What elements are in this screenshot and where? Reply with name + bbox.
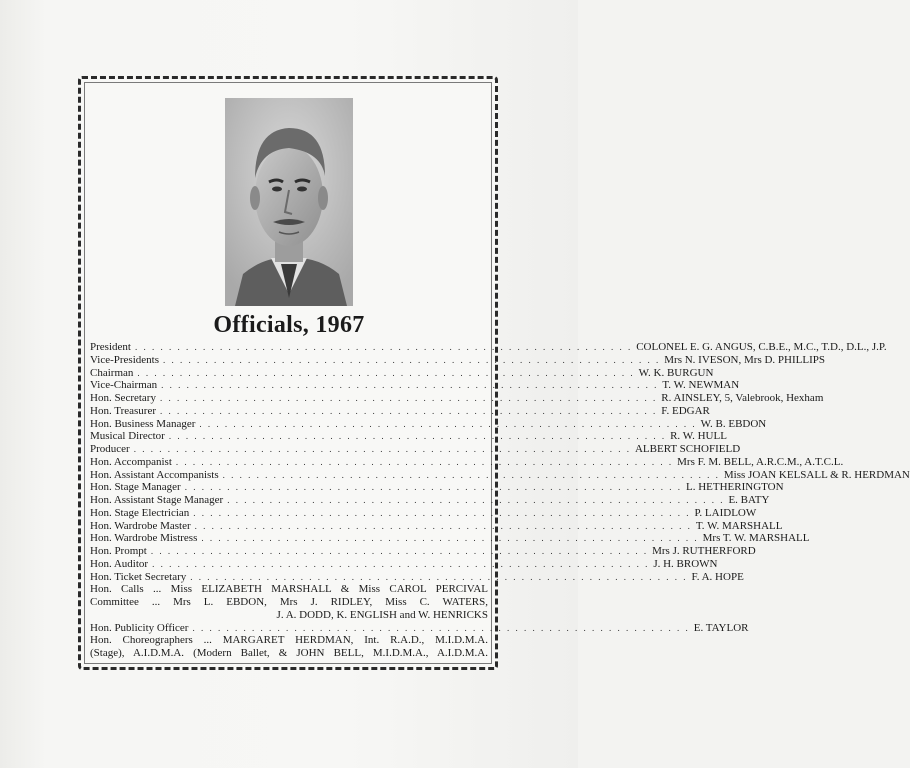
leader-dots: . . . . . . . . . . . . . . . . . . . . . . . . . . . . . . . . . . . . . . . . . . . . . . . . . . . . . . . . . . .	[161, 380, 659, 391]
official-role: Hon. Publicity Officer	[90, 621, 189, 634]
leader-dots: . . . . . . . . . . . . . . . . . . . . . . . . . . . . . . . . . . . . . . . . . . . . . . . . . . . . . . . . . . .	[159, 393, 658, 403]
leader-dots: . . . . . . . . . . . . . . . . . . . . . . . . . . . . . . . . . . . . . . . . . . . . . . . . . . . . . . . . . . .	[168, 431, 667, 442]
official-row	[90, 455, 844, 469]
leader-dots: . . . . . . . . . . . . . . . . . . . . . . . . . . . . . . . . . . . . . . . . . . . . . . . . . . . . . . . . . . .	[134, 342, 633, 352]
official-row	[90, 506, 757, 520]
official-name: E. TAYLOR	[693, 621, 749, 634]
official-role: Hon. Stage Electrician	[90, 506, 190, 519]
official-row	[90, 468, 910, 482]
committee-line: Committee ... Mrs L. EBDON, Mrs J. RIDLEY, Miss C. WATERS,	[90, 596, 488, 608]
leader-dots: . . . . . . . . . . . . . . . . . . . . . . . . . . . . . . . . . . . . . . . . . . . . . . . . . . . . . . . . . . .	[222, 469, 720, 480]
official-name: R. W. HULL	[670, 430, 727, 443]
official-row	[90, 481, 784, 494]
official-role: Hon. Assistant Stage Manager	[90, 494, 224, 506]
official-name: J. H. BROWN	[653, 557, 718, 570]
official-role: Hon. Prompt	[90, 545, 147, 557]
leader-dots: . . . . . . . . . . . . . . . . . . . . . . . . . . . . . . . . . . . . . . . . . . . . . . . . . . . . . . . . . . .	[201, 533, 699, 544]
official-name: F. EDGAR	[661, 404, 710, 417]
official-role: Hon. Wardrobe Mistress	[90, 532, 198, 545]
official-role: Hon. Business Manager	[90, 417, 196, 430]
official-row	[90, 379, 740, 392]
official-row	[90, 404, 710, 418]
official-role: Vice-Presidents	[90, 353, 159, 366]
portrait-photo	[225, 98, 353, 306]
official-role: Hon. Auditor	[90, 557, 149, 570]
choreographers-line-continued: (Stage), A.I.D.M.A. (Modern Ballet, & JOHN BELL, M.I.D.M.A., A.I.D.M.A.	[90, 647, 488, 659]
official-role: Hon. Secretary	[90, 392, 156, 404]
official-row	[90, 545, 756, 558]
committee-line-continued: J. A. DODD, K. ENGLISH and W. HENRICKS	[276, 608, 488, 621]
official-name: COLONEL E. G. ANGUS, C.B.E., M.C., T.D., D.L., J.P.	[636, 341, 887, 353]
official-name: Mrs T. W. MARSHALL	[702, 532, 810, 545]
official-row	[90, 621, 749, 635]
official-row	[90, 392, 824, 405]
official-role: Hon. Ticket Secretary	[90, 570, 187, 583]
official-name: E. BATY	[728, 494, 770, 506]
official-row	[90, 494, 770, 507]
leader-dots: . . . . . . . . . . . . . . . . . . . . . . . . . . . . . . . . . . . . . . . . . . . . . . . . . . . . . . . . . . .	[137, 367, 635, 378]
leader-dots: . . . . . . . . . . . . . . . . . . . . . . . . . . . . . . . . . . . . . . . . . . . . . . . . . . . . . . . . . . .	[193, 507, 691, 518]
leader-dots: . . . . . . . . . . . . . . . . . . . . . . . . . . . . . . . . . . . . . . . . . . . . . . . . . . . . . . . . . . .	[192, 622, 690, 633]
officials-list	[90, 341, 910, 660]
official-name: Miss JOAN KELSALL & R. HERDMAN	[723, 468, 910, 481]
official-row	[90, 417, 767, 431]
leader-dots: . . . . . . . . . . . . . . . . . . . . . . . . . . . . . . . . . . . . . . . . . . . . . . . . . . . . . . . . . . .	[194, 520, 692, 531]
official-name: F. A. HOPE	[691, 570, 744, 583]
official-row	[90, 341, 887, 354]
leader-dots: . . . . . . . . . . . . . . . . . . . . . . . . . . . . . . . . . . . . . . . . . . . . . . . . . . . . . . . . . . .	[190, 571, 688, 582]
official-name: Mrs J. RUTHERFORD	[652, 545, 756, 557]
official-name: T. W. MARSHALL	[695, 519, 783, 532]
official-row	[90, 570, 744, 584]
leader-dots: . . . . . . . . . . . . . . . . . . . . . . . . . . . . . . . . . . . . . . . . . . . . . . . . . . . . . . . . . . .	[163, 354, 661, 365]
official-row	[90, 519, 783, 533]
official-role: Chairman	[90, 366, 134, 379]
official-name: R. AINSLEY, 5, Valebrook, Hexham	[661, 392, 824, 404]
official-row	[90, 366, 714, 380]
official-name: P. LAIDLOW	[694, 506, 757, 519]
official-role: Hon. Assistant Accompanists	[90, 468, 219, 481]
official-name: Mrs N. IVESON, Mrs D. PHILLIPS	[664, 353, 825, 366]
leader-dots: . . . . . . . . . . . . . . . . . . . . . . . . . . . . . . . . . . . . . . . . . . . . . . . . . . . . . . . . . . .	[150, 546, 649, 556]
official-role: Vice-Chairman	[90, 379, 158, 392]
calls-line: Hon. Calls ... Miss ELIZABETH MARSHALL & Miss CAROL PERCIVAL	[90, 583, 488, 596]
official-row	[90, 353, 825, 367]
leader-dots: . . . . . . . . . . . . . . . . . . . . . . . . . . . . . . . . . . . . . . . . . . . . . . . . . . . . . . . . . . .	[160, 405, 658, 416]
official-role: Hon. Accompanist	[90, 455, 172, 468]
official-role: Hon. Stage Manager	[90, 481, 181, 494]
official-name: ALBERT SCHOFIELD	[634, 443, 741, 455]
choreographers-line: Hon. Choreographers ... MARGARET HERDMAN, Int. R.A.D., M.I.D.M.A.	[90, 634, 488, 647]
official-name: W. B. EBDON	[700, 417, 767, 430]
official-role: Hon. Wardrobe Master	[90, 519, 191, 532]
official-name: T. W. NEWMAN	[662, 379, 740, 392]
official-role: President	[90, 341, 131, 353]
official-role: Hon. Treasurer	[90, 404, 156, 417]
leader-dots: . . . . . . . . . . . . . . . . . . . . . . . . . . . . . . . . . . . . . . . . . . . . . . . . . . . . . . . . . . .	[199, 418, 697, 429]
leader-dots: . . . . . . . . . . . . . . . . . . . . . . . . . . . . . . . . . . . . . . . . . . . . . . . . . . . . . . . . . . .	[152, 558, 650, 569]
official-name: L. HETHERINGTON	[685, 481, 784, 494]
portrait-image	[225, 98, 353, 306]
official-row	[90, 532, 810, 545]
official-role: Producer	[90, 443, 130, 455]
leader-dots: . . . . . . . . . . . . . . . . . . . . . . . . . . . . . . . . . . . . . . . . . . . . . . . . . . . . . . . . . . .	[175, 456, 674, 467]
official-role: Musical Director	[90, 430, 165, 443]
official-name: Mrs F. M. BELL, A.R.C.M., A.T.C.L.	[677, 455, 844, 468]
official-row	[90, 557, 718, 571]
official-name: W. K. BURGUN	[638, 366, 714, 379]
leader-dots: . . . . . . . . . . . . . . . . . . . . . . . . . . . . . . . . . . . . . . . . . . . . . . . . . . . . . . . . . . .	[227, 495, 725, 505]
leader-dots: . . . . . . . . . . . . . . . . . . . . . . . . . . . . . . . . . . . . . . . . . . . . . . . . . . . . . . . . . . .	[133, 444, 631, 454]
page-title: Officials, 1967	[213, 312, 365, 338]
leader-dots: . . . . . . . . . . . . . . . . . . . . . . . . . . . . . . . . . . . . . . . . . . . . . . . . . . . . . . . . . . .	[184, 482, 682, 493]
official-row	[90, 430, 727, 443]
official-row	[90, 443, 741, 456]
